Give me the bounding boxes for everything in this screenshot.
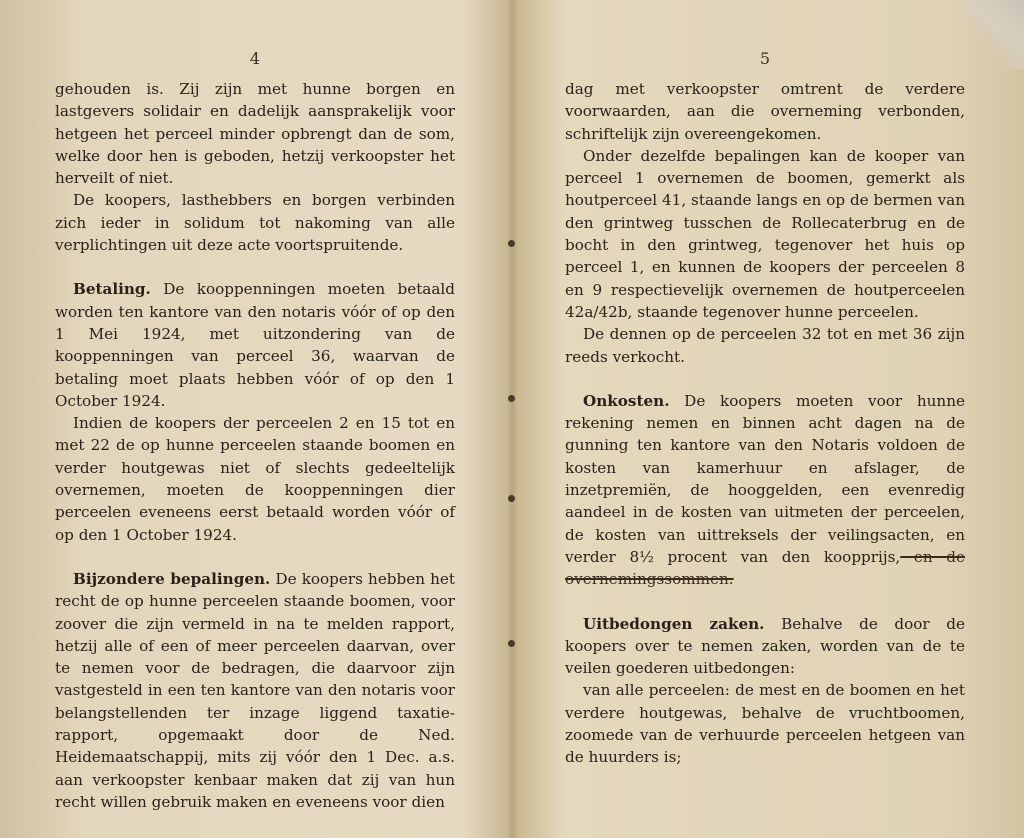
paragraph: Uitbedongen zaken. Behalve de door de koopers over te nemen zaken, worden van de te veilen goederen uitbedongen:	[565, 614, 965, 678]
section-heading: Bijzondere bepalingen.	[73, 569, 271, 588]
left-page	[55, 0, 455, 838]
section-heading: Uitbedongen zaken.	[583, 614, 765, 633]
paragraph: De dennen op de perceelen 32 tot en met 36 zijn reeds verkocht.	[565, 325, 965, 366]
paragraph: gehouden is. Zij zijn met hunne borgen en lastgevers solidair en dadelijk aansprakelijk voor hetgeen het perceel minder opbrengt dan de som, welke door hen is geboden, hetzij verkoopster het herveilt of niet.	[55, 80, 455, 188]
paragraph: dag met verkoopster omtrent de verdere voorwaarden, aan die overneming verbonden, schriftelijk zijn overeengekomen.	[565, 80, 965, 143]
section-heading: Betaling.	[73, 280, 151, 299]
binding-stitch	[508, 640, 515, 647]
paragraph: Bijzondere bepalingen. De koopers hebben het recht de op hunne perceelen staande boomen, voor zoover die zijn vermeld in na te melden rapport, hetzij alle of een of meer perceelen daarvan, over te nemen voor de bedragen, die daarvoor zijn vastgesteld in een ten kantore van den notaris voor belangstellenden ter inzage liggend taxatie-rapport, opgemaakt door de Ned. Heidemaatschappij, mits zij vóór den 1 Dec. a.s. aan verkoopster kenbaar maken dat zij van hun recht willen gebruik maken en eveneens voor dien	[55, 569, 455, 811]
page-number: 4	[249, 49, 261, 68]
paragraph: Indien de koopers der perceelen 2 en 15 tot en met 22 de op hunne perceelen staande boomen en verder houtgewas niet of slechts gedeeltelijk overnemen, moeten de kooppenningen dier perceelen eveneens eerst betaald worden vóór of op den 1 October 1924.	[55, 414, 455, 544]
right-page	[565, 0, 965, 838]
binding-stitch	[508, 495, 515, 502]
paragraph: Onkosten. De koopers moeten voor hunne rekening nemen en binnen acht dagen na de gunning ten kantore van den Notaris voldoen de kosten van kamerhuur en afslager, de inzetpremiën, de hooggelden, een evenredig aandeel in de kosten van uitmeten der perceelen, de kosten van uittreksels der veilingsacten, en verder 8½ procent van den koopprijs, en de overnemingssommen.	[565, 391, 965, 589]
binding-stitch	[508, 240, 515, 247]
page-body	[565, 78, 965, 769]
page-number: 5	[759, 49, 771, 68]
paragraph: Betaling. De kooppenningen moeten betaald worden ten kantore van den notaris vóór of op den 1 Mei 1924, met uitzondering van de kooppenningen van perceel 36, waarvan de betaling moet plaats hebben vóór of op den 1 October 1924.	[55, 280, 455, 410]
paragraph: De koopers, lasthebbers en borgen verbinden zich ieder in solidum tot nakoming van alle verplichtingen uit deze acte voortspruitende.	[55, 191, 455, 255]
paragraph: van alle perceelen: de mest en de boomen en het verdere houtgewas, behalve de vruchtboomen, zoomede van de verhuurde perceelen hetgeen van de huurders is;	[565, 681, 965, 767]
struck-text: en de overnemingssommen.	[565, 547, 965, 589]
section-heading: Onkosten.	[583, 391, 670, 410]
page-body	[55, 78, 455, 813]
binding-stitch	[508, 395, 515, 402]
paragraph: Onder dezelfde bepalingen kan de kooper van perceel 1 overnemen de boomen, gemerkt als houtperceel 41, staande langs en op de bermen van den grintweg tusschen de Rollecaterbrug en de bocht in den grintweg, tegenover het huis op perceel 1, en kunnen de koopers der perceelen 8 en 9 respectievelijk overnemen de houtperceelen 42a/42b, staande tegenover hunne perceelen.	[565, 146, 965, 321]
